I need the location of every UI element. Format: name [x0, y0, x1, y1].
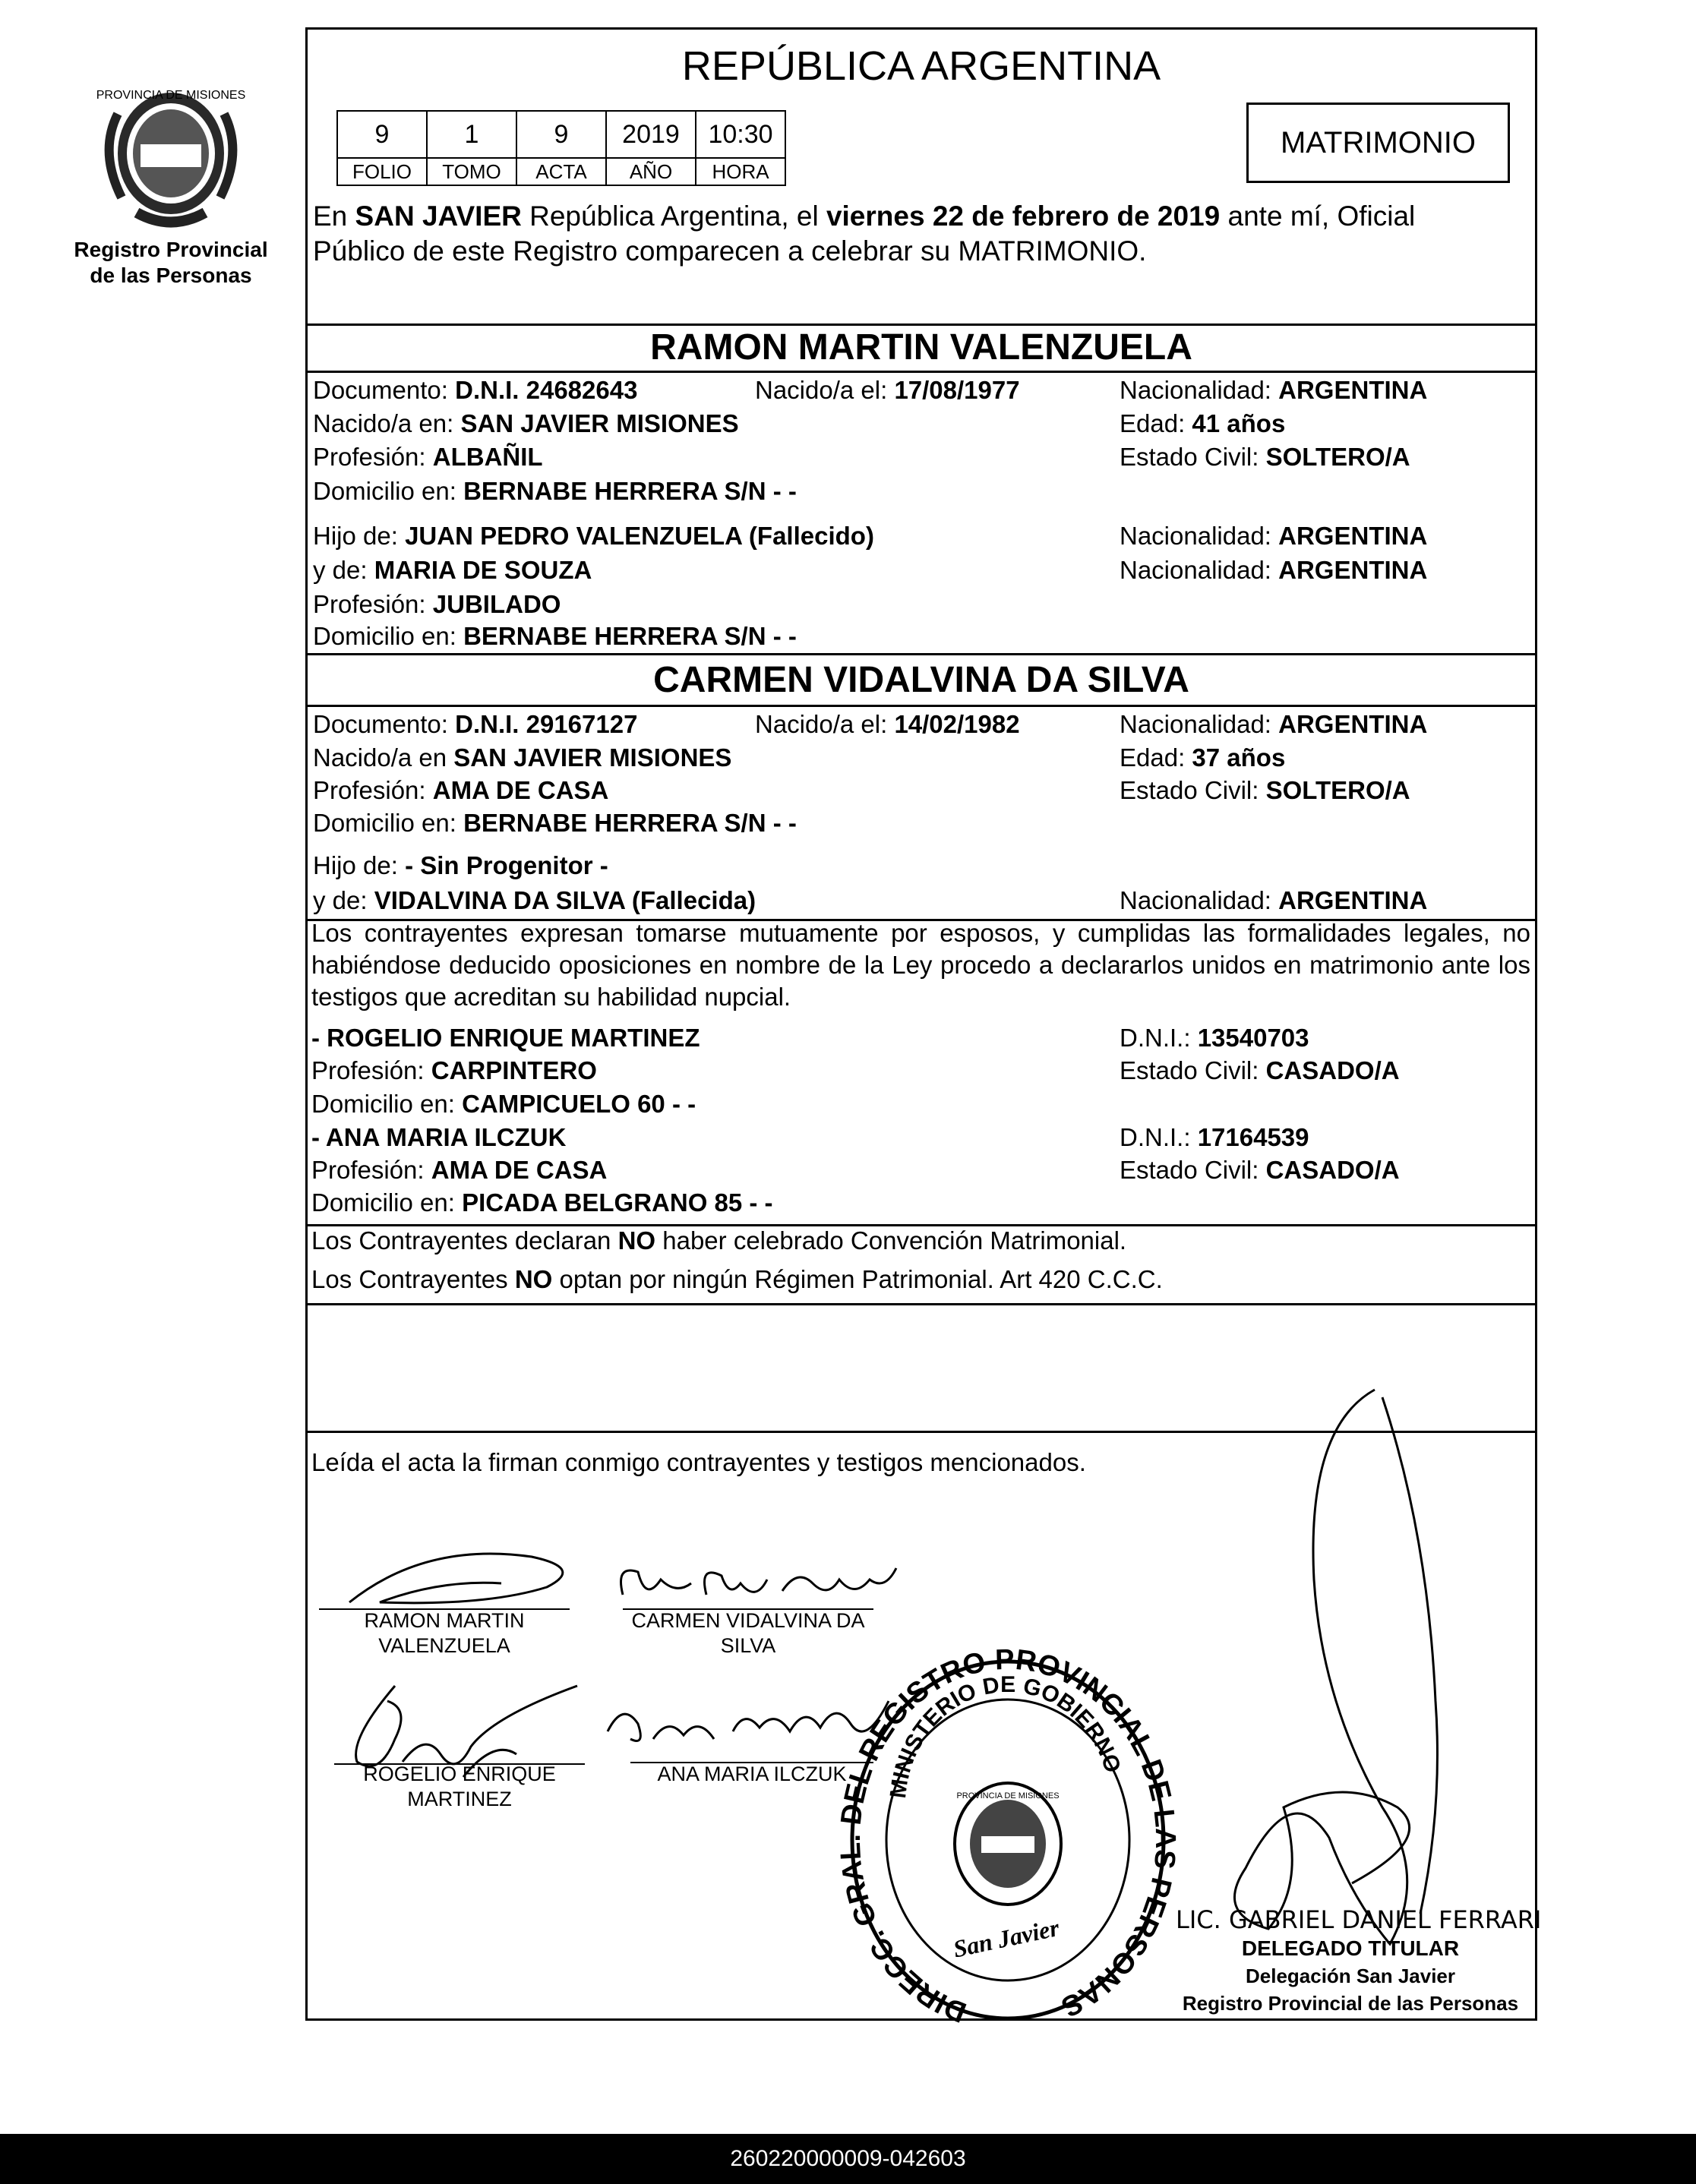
- witness2-address: Domicilio en: PICADA BELGRANO 85 - -: [311, 1188, 773, 1217]
- spouse2-mother-nationality: Nacionalidad: ARGENTINA: [1120, 886, 1428, 914]
- document-type-box: MATRIMONIO: [1246, 103, 1510, 183]
- spouse2-name: CARMEN VIDALVINA DA SILVA: [653, 660, 1189, 700]
- signature-name-ana: ANA MARIA ILCZUK: [657, 1763, 847, 1785]
- convention-line-1: Los Contrayentes declaran NO haber celebrado Convención Matrimonial.: [311, 1226, 1127, 1255]
- official-signature-block: [1176, 1905, 1542, 2017]
- logo-caption-line2: de las Personas: [90, 264, 252, 287]
- witness1-name: - ROGELIO ENRIQUE MARTINEZ: [311, 1024, 700, 1052]
- witness1-address: Domicilio en: CAMPICUELO 60 - -: [311, 1090, 696, 1118]
- anio-label: AÑO: [606, 158, 696, 185]
- spouse2-birthdate: Nacido/a el: 14/02/1982: [755, 710, 1020, 738]
- acta-label: ACTA: [516, 158, 606, 185]
- spouse2-birthplace: Nacido/a en SAN JAVIER MISIONES: [313, 743, 732, 772]
- spouse1-birthplace: Nacido/a en: SAN JAVIER MISIONES: [313, 409, 739, 437]
- spouse1-civil-status: Estado Civil: SOLTERO/A: [1120, 443, 1410, 471]
- spouse2-age: Edad: 37 años: [1120, 743, 1286, 772]
- divider: [305, 653, 1537, 655]
- hora-label: HORA: [696, 158, 785, 185]
- official-registry: Registro Provincial de las Personas: [1182, 1992, 1519, 2015]
- folio-label: FOLIO: [337, 158, 427, 185]
- misiones-coat-of-arms-logo: [76, 68, 266, 235]
- signature-official: [1200, 1382, 1473, 1974]
- official-name: LIC. GABRIEL DANIEL FERRARI: [1176, 1905, 1542, 1934]
- tomo-label: TOMO: [427, 158, 516, 185]
- spouse1-name: RAMON MARTIN VALENZUELA: [650, 327, 1192, 368]
- spouse1-birthdate: Nacido/a el: 17/08/1977: [755, 376, 1020, 404]
- witness2-name: - ANA MARIA ILCZUK: [311, 1123, 567, 1151]
- divider: [305, 1303, 1537, 1305]
- signature-name-carmen: CARMEN VIDALVINA DA SILVA: [631, 1609, 865, 1657]
- spouse2-profession: Profesión: AMA DE CASA: [313, 776, 609, 804]
- signature-name-ramon: RAMON MARTIN VALENZUELA: [364, 1609, 525, 1657]
- divider: [305, 371, 1537, 373]
- spouse1-father-nationality: Nacionalidad: ARGENTINA: [1120, 522, 1428, 550]
- registry-logo-caption: [53, 237, 289, 289]
- spouse1-nationality: Nacionalidad: ARGENTINA: [1120, 376, 1428, 404]
- signature-ramon: [334, 1534, 615, 1617]
- spouse1-document: Documento: D.N.I. 24682643: [313, 376, 638, 404]
- svg-text:PROVINCIA DE MISIONES: PROVINCIA DE MISIONES: [956, 1791, 1060, 1801]
- svg-text:PROVINCIA DE MISIONES: PROVINCIA DE MISIONES: [96, 89, 246, 102]
- spouse1-age: Edad: 41 años: [1120, 409, 1286, 437]
- closing-statement: Leída el acta la firman conmigo contrayentes y testigos mencionados.: [311, 1448, 1086, 1476]
- witness2-dni: D.N.I.: 17164539: [1120, 1123, 1309, 1151]
- witness2-profession: Profesión: AMA DE CASA: [311, 1156, 608, 1184]
- spouse1-parent-address: Domicilio en: BERNABE HERRERA S/N - -: [313, 622, 797, 650]
- svg-text:MINISTERIO DE GOBIERNO: MINISTERIO DE GOBIERNO: [885, 1672, 1126, 1800]
- spouse2-address: Domicilio en: BERNABE HERRERA S/N - -: [313, 809, 797, 837]
- svg-text:San Javier: San Javier: [950, 1913, 1062, 1963]
- official-title: DELEGADO TITULAR: [1241, 1936, 1460, 1960]
- folio-value: 9: [337, 111, 427, 158]
- intro-line-1: En SAN JAVIER República Argentina, el viernes 22 de febrero de 2019 ante mí, Oficial: [313, 200, 1416, 232]
- witness1-civil-status: Estado Civil: CASADO/A: [1120, 1056, 1400, 1084]
- official-registry-stamp: [834, 1643, 1182, 2028]
- svg-text:DIRECC. GRAL. DEL REGISTRO PRO: DIRECC. GRAL. DEL REGISTRO PROVINCIAL DE LAS PERSONAS: [834, 1643, 1182, 2028]
- spouse2-mother: y de: VIDALVINA DA SILVA (Fallecida): [313, 886, 756, 914]
- spouse1-address: Domicilio en: BERNABE HERRERA S/N - -: [313, 477, 797, 505]
- declaration-text: Los contrayentes expresan tomarse mutuamente por esposos, y cumplidas las formalidades legales, no habiéndose deducido oposiciones en nombre de la Ley procedo a declararlos unidos en matrimonio ante los testigos que acreditan su habilidad nupcial.: [311, 919, 1530, 1011]
- spouse2-nationality: Nacionalidad: ARGENTINA: [1120, 710, 1428, 738]
- record-meta-table: [336, 110, 786, 186]
- spouse2-civil-status: Estado Civil: SOLTERO/A: [1120, 776, 1410, 804]
- intro-line-2: Público de este Registro comparecen a celebrar su MATRIMONIO.: [313, 235, 1147, 267]
- official-office: Delegación San Javier: [1245, 1965, 1456, 1987]
- spouse1-parent-profession: Profesión: JUBILADO: [313, 590, 561, 618]
- document-title: REPÚBLICA ARGENTINA: [681, 43, 1161, 89]
- tomo-value: 1: [427, 111, 516, 158]
- divider: [305, 705, 1537, 707]
- spouse2-document: Documento: D.N.I. 29167127: [313, 710, 638, 738]
- anio-value: 2019: [606, 111, 696, 158]
- spouse1-father: Hijo de: JUAN PEDRO VALENZUELA (Fallecido): [313, 522, 874, 550]
- witness2-civil-status: Estado Civil: CASADO/A: [1120, 1156, 1400, 1184]
- spouse2-father: Hijo de: - Sin Progenitor -: [313, 851, 608, 879]
- spouse1-profession: Profesión: ALBAÑIL: [313, 443, 543, 471]
- signature-name-rogelio: ROGELIO ENRIQUE MARTINEZ: [363, 1763, 556, 1810]
- signature-carmen: [608, 1557, 911, 1610]
- document-barcode-id: 260220000009-042603: [0, 2134, 1696, 2184]
- logo-caption-line1: Registro Provincial: [74, 238, 268, 261]
- spouse1-mother-nationality: Nacionalidad: ARGENTINA: [1120, 556, 1428, 584]
- convention-line-2: Los Contrayentes NO optan por ningún Régimen Patrimonial. Art 420 C.C.C.: [311, 1265, 1163, 1293]
- witness1-profession: Profesión: CARPINTERO: [311, 1056, 597, 1084]
- hora-value: 10:30: [696, 111, 785, 158]
- acta-value: 9: [516, 111, 606, 158]
- spouse1-mother: y de: MARIA DE SOUZA: [313, 556, 592, 584]
- witness1-dni: D.N.I.: 13540703: [1120, 1024, 1309, 1052]
- intro-city: SAN JAVIER: [355, 200, 522, 232]
- intro-date: viernes 22 de febrero de 2019: [826, 200, 1221, 232]
